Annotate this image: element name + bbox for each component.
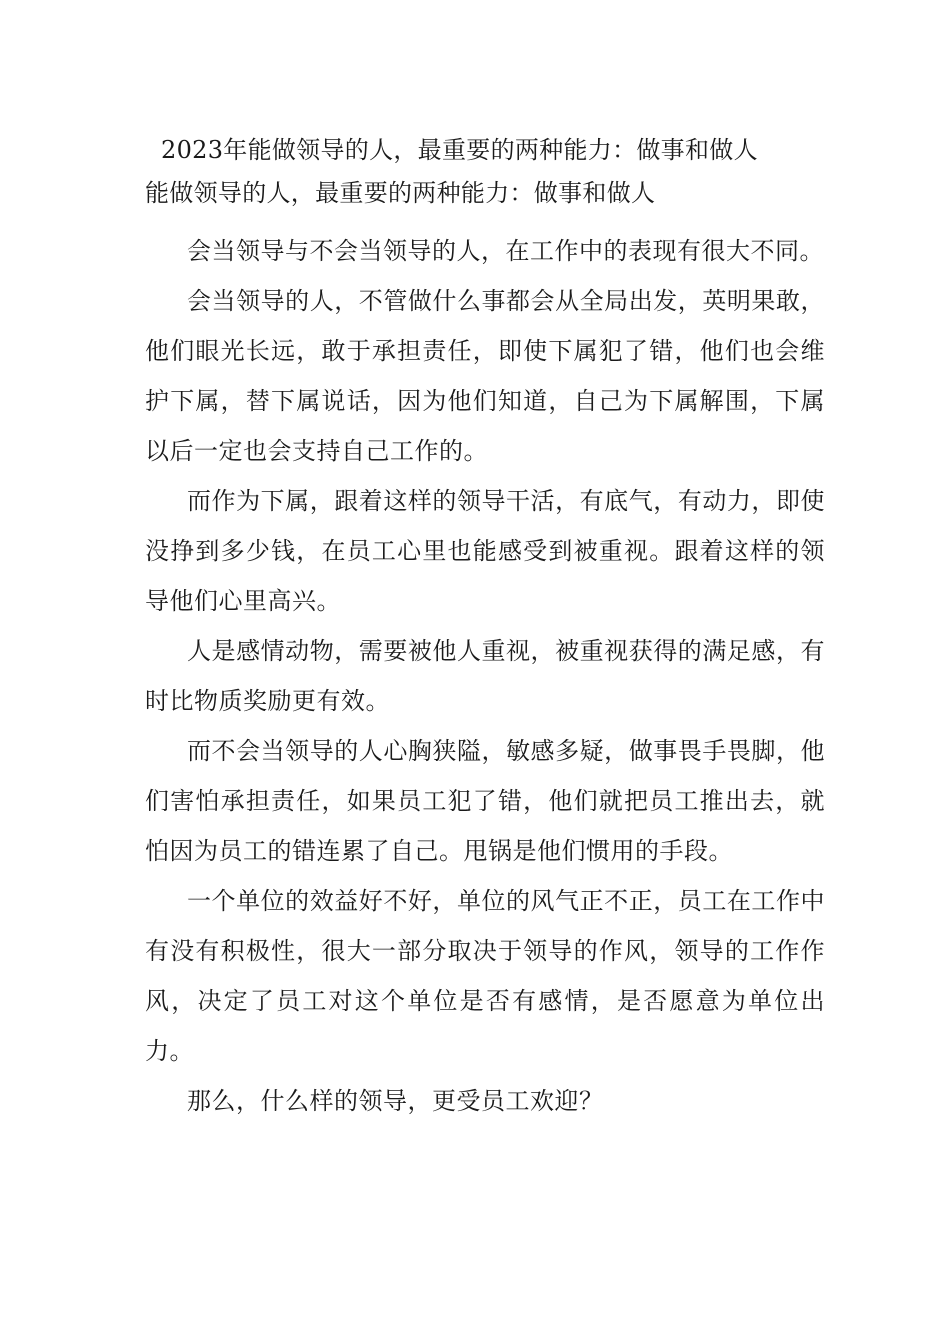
paragraph: 那么，什么样的领导，更受员工欢迎？ (187, 1087, 604, 1115)
document-subtitle: 能做领导的人，最重要的两种能力：做事和做人 (145, 179, 656, 207)
paragraph: 会当领导的人，不管做什么事都会从全局出发，英明果敢，他们眼光长远，敢于承担责任，即使下属犯了错，他们也会维护下属，替下属说话，因为他们知道，自己为下属解围，下属以后一定也会支持自己工作的。 (145, 287, 825, 465)
paragraph: 而作为下属，跟着这样的领导干活，有底气，有动力，即使没挣到多少钱，在员工心里也能感受到被重视。跟着这样的领导他们心里高兴。 (145, 487, 825, 615)
document-title: 2023年能做领导的人，最重要的两种能力：做事和做人 (161, 136, 758, 164)
paragraph: 而不会当领导的人心胸狭隘，敏感多疑，做事畏手畏脚，他们害怕承担责任，如果员工犯了错，他们就把员工推出去，就怕因为员工的错连累了自己。甩锅是他们惯用的手段。 (145, 737, 825, 865)
paragraph: 人是感情动物，需要被他人重视，被重视获得的满足感，有时比物质奖励更有效。 (145, 637, 825, 715)
paragraph: 会当领导与不会当领导的人，在工作中的表现有很大不同。 (187, 237, 824, 265)
document-body (145, 130, 825, 1126)
paragraph: 一个单位的效益好不好，单位的风气正不正，员工在工作中有没有积极性，很大一部分取决于领导的作风，领导的工作作风，决定了员工对这个单位是否有感情，是否愿意为单位出力。 (145, 887, 825, 1065)
